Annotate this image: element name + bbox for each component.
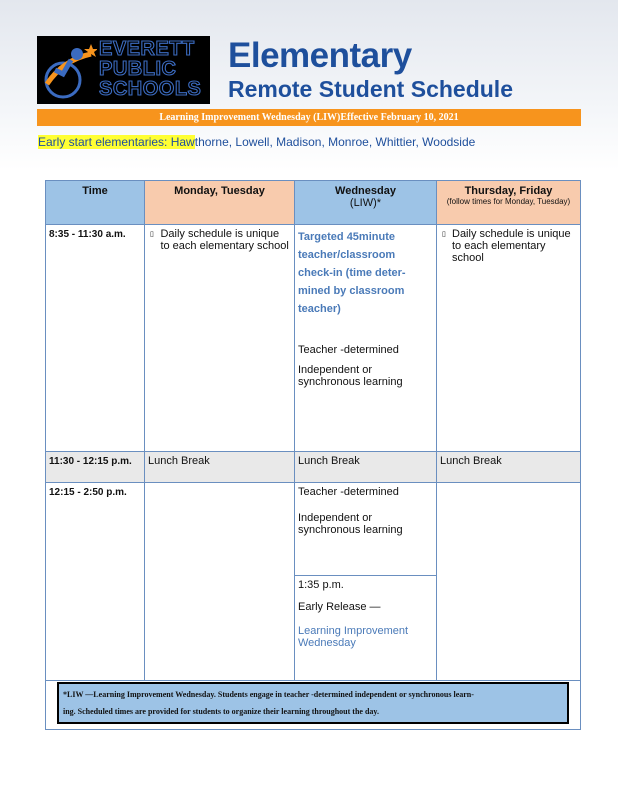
bullet-icon: ▯ — [150, 231, 154, 238]
time-cell: 11:30 - 12:15 p.m. — [46, 452, 145, 483]
swoosh-figure-icon — [41, 40, 97, 100]
early-start-highlight: Early start elementaries: Haw — [38, 135, 195, 149]
early-start-schools: thorne, Lowell, Madison, Monroe, Whittier, Woodside — [194, 135, 476, 149]
mon-tue-cell — [145, 483, 295, 681]
mon-tue-cell: ▯ Daily schedule is unique to each elementary school — [145, 225, 295, 452]
time-cell: 12:15 - 2:50 p.m. — [46, 483, 145, 681]
thu-fri-cell — [437, 483, 581, 681]
thu-fri-cell: ▯ Daily schedule is unique to each elementary school — [437, 225, 581, 452]
lunch-cell: Lunch Break — [295, 452, 437, 483]
wed-cell: Teacher -determined Independent or synchronous learning 1:35 p.m. Early Release — Learning Improvement Wednesday — [295, 483, 437, 681]
lunch-cell: Lunch Break — [145, 452, 295, 483]
header-thu-fri: Thursday, Friday (follow times for Monday, Tuesday) — [437, 181, 581, 225]
header-mon-tue: Monday, Tuesday — [145, 181, 295, 225]
early-start-note — [38, 135, 475, 149]
page-title: Elementary — [228, 36, 412, 75]
time-cell: 8:35 - 11:30 a.m. — [46, 225, 145, 452]
header-time: Time — [46, 181, 145, 225]
lunch-cell: Lunch Break — [437, 452, 581, 483]
logo-text: EVERETT PUBLIC SCHOOLS — [99, 38, 202, 100]
header-wed: Wednesday (LIW)* — [295, 181, 437, 225]
effective-date-banner: Learning Improvement Wednesday (LIW)Effective February 10, 2021 — [37, 109, 581, 126]
bullet-icon: ▯ — [442, 231, 446, 238]
wed-cell: Targeted 45minute teacher/classroom check-in (time deter- mined by classroom teacher) Teacher -determined Independent or synchronous learning — [295, 225, 437, 452]
schedule-table — [45, 180, 581, 681]
page-subtitle: Remote Student Schedule — [228, 76, 513, 102]
liw-footnote: *LIW —Learning Improvement Wednesday. Students engage in teacher -determined independent or synchronous learn- ing. Scheduled times are provided for students to organize their learning throughout the day. — [57, 682, 569, 724]
district-logo — [37, 36, 210, 104]
